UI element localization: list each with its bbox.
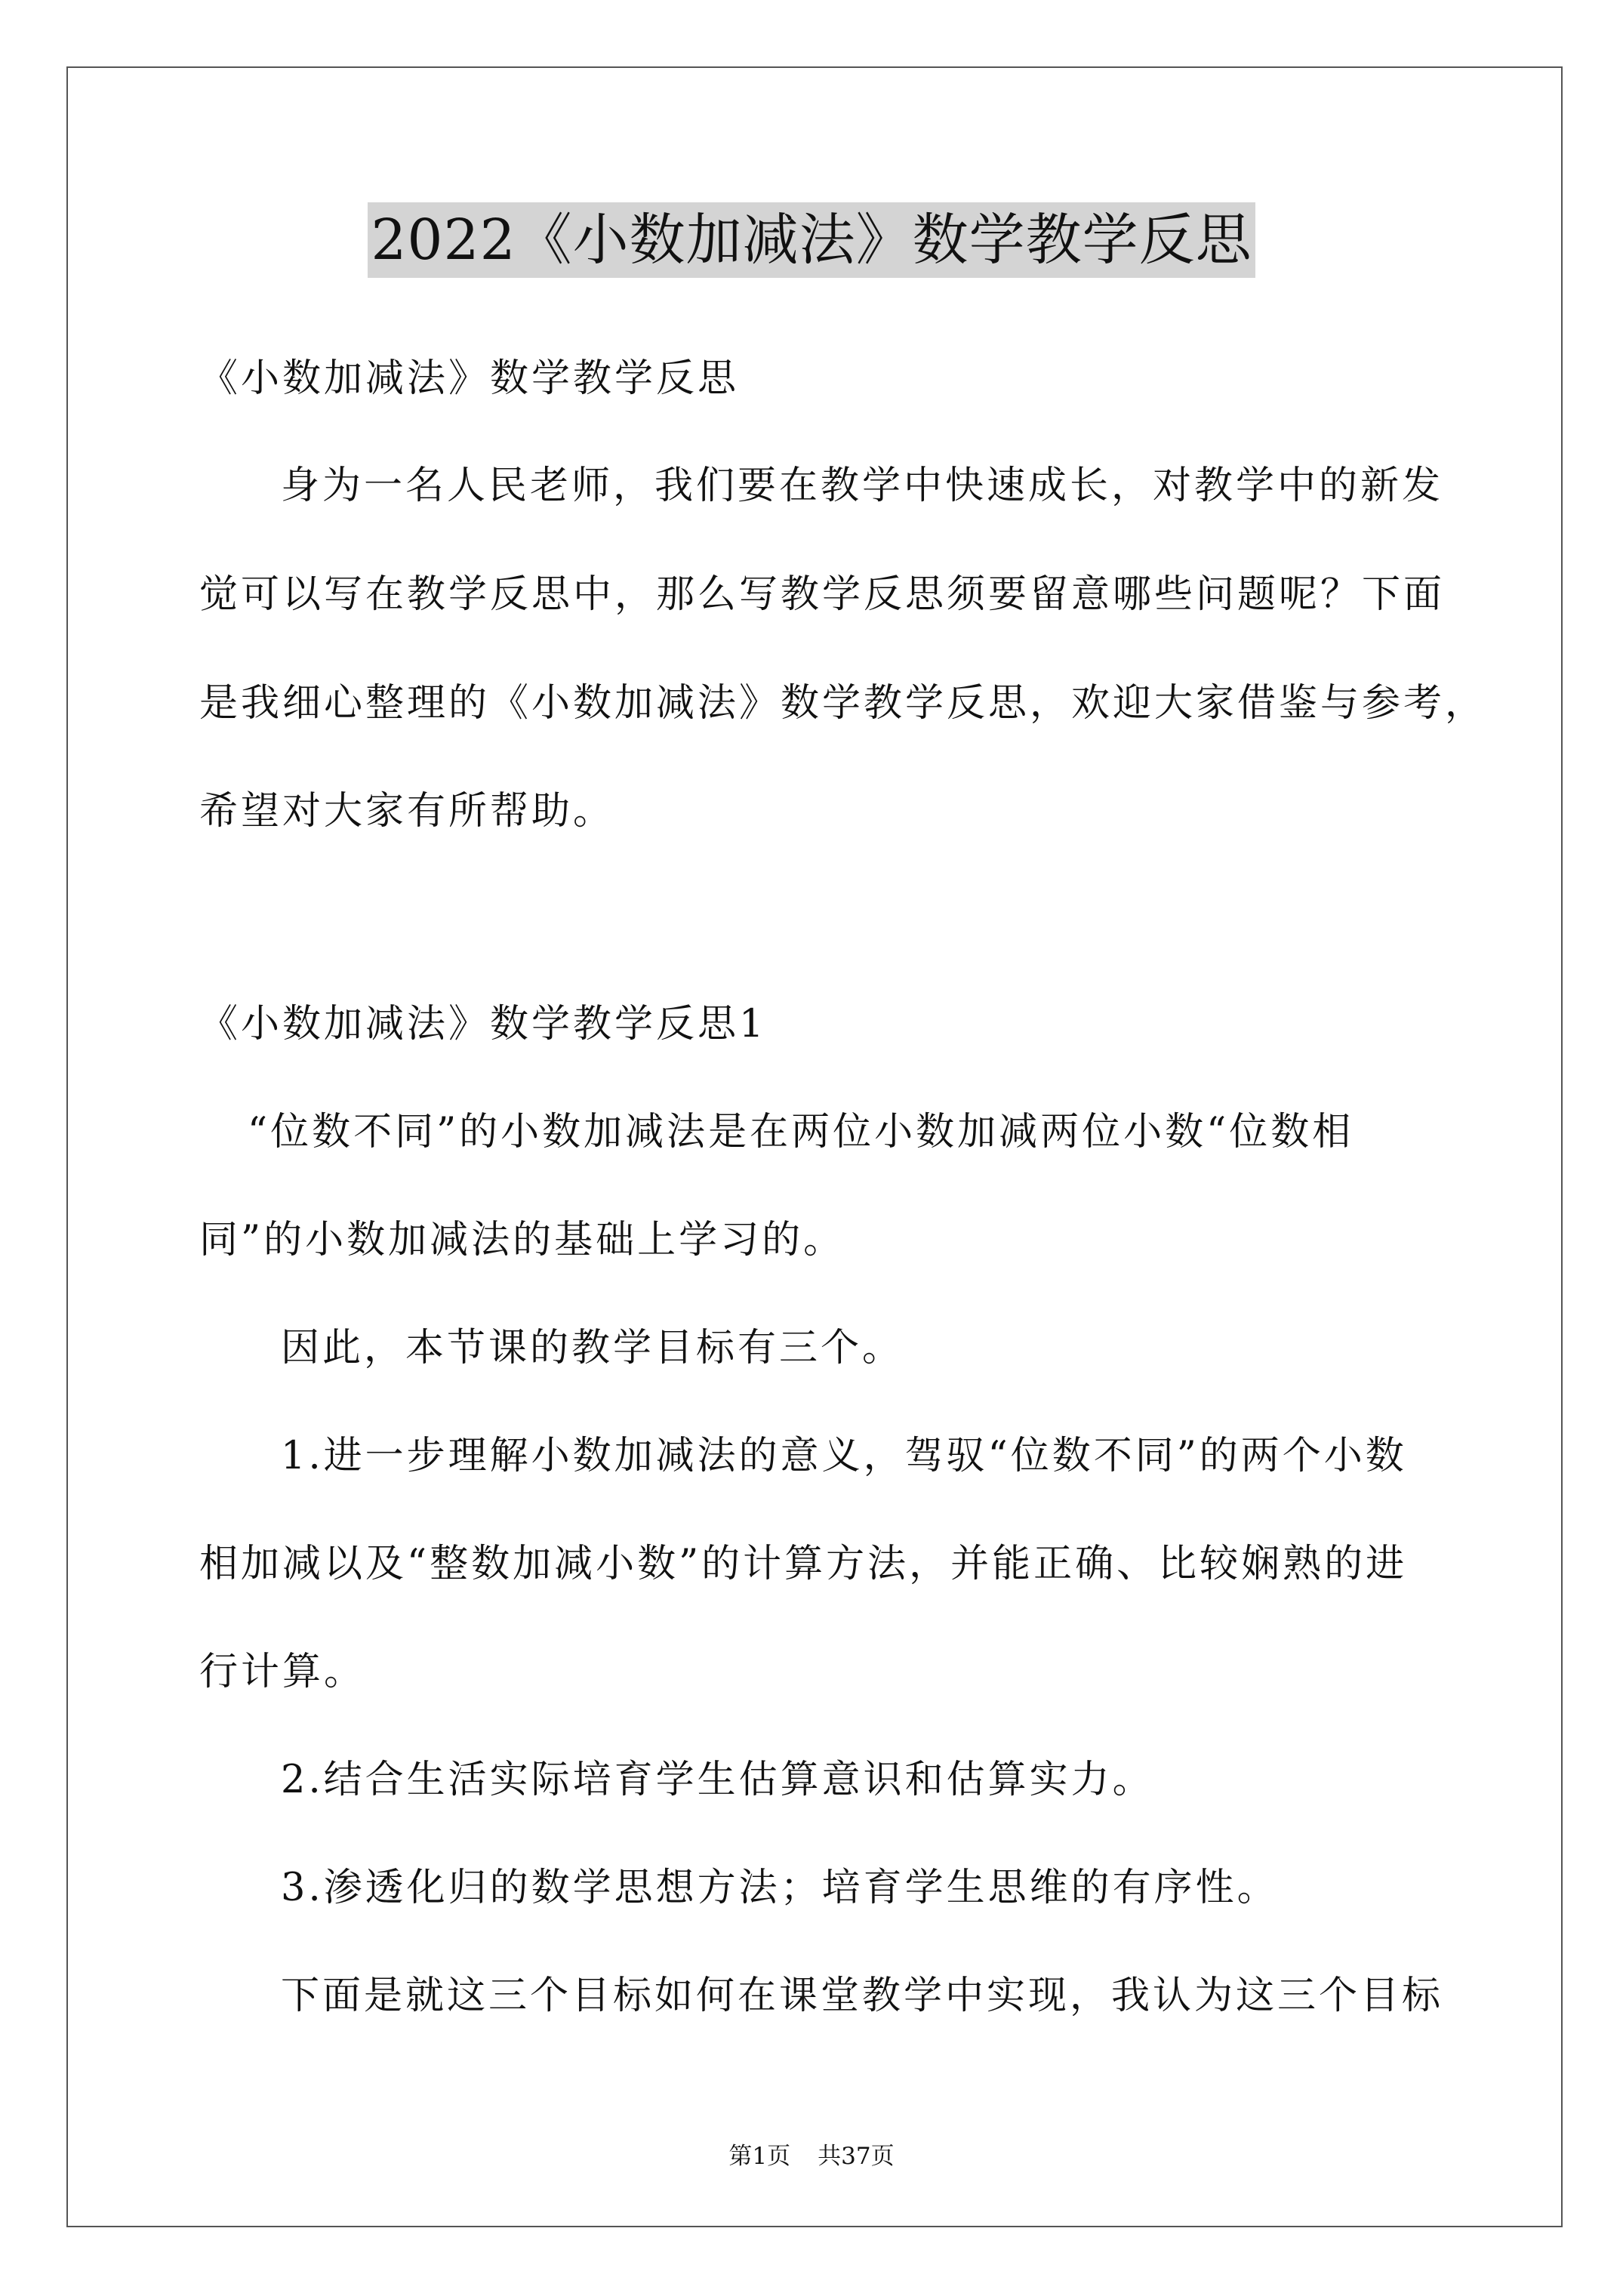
body-line: 同”的小数加减法的基础上学习的。	[199, 1218, 845, 1262]
document-title-wrap	[0, 202, 1623, 278]
body-line: 希望对大家有所帮助。	[199, 789, 615, 834]
body-line: “位数不同”的小数加减法是在两位小数加减两位小数“位数相	[248, 1110, 1354, 1154]
body-line: 身为一名人民老师，我们要在教学中快速成长，对教学中的新发	[281, 464, 1444, 508]
body-line: 下面是就这三个目标如何在课堂教学中实现，我认为这三个目标	[281, 1974, 1444, 2018]
page-footer	[0, 2141, 1623, 2171]
list-item: 2.结合生活实际培育学生估算意识和估算实力。	[281, 1758, 1154, 1802]
body-line: 行计算。	[199, 1650, 366, 1694]
document-title: 2022《小数加减法》数学教学反思	[368, 202, 1255, 278]
body-line: 觉可以写在教学反思中，那么写教学反思须要留意哪些问题呢？下面	[199, 572, 1446, 617]
body-line: 因此，本节课的教学目标有三个。	[281, 1326, 904, 1370]
page-number: 第1页	[728, 2143, 791, 2170]
list-item: 3.渗透化归的数学思想方法；培育学生思维的有序性。	[281, 1866, 1279, 1910]
subtitle-line: 《小数加减法》数学教学反思	[199, 356, 740, 401]
body-line: 是我细心整理的《小数加减法》数学教学反思，欢迎大家借鉴与参考，	[199, 681, 1487, 726]
body-line: 相加减以及“整数加减小数”的计算方法，并能正确、比较娴熟的进	[199, 1542, 1408, 1586]
page-total: 共37页	[818, 2143, 895, 2170]
section-heading: 《小数加减法》数学教学反思1	[199, 1002, 767, 1046]
list-item: 1.进一步理解小数加减法的意义，驾驭“位数不同”的两个小数	[281, 1434, 1407, 1478]
